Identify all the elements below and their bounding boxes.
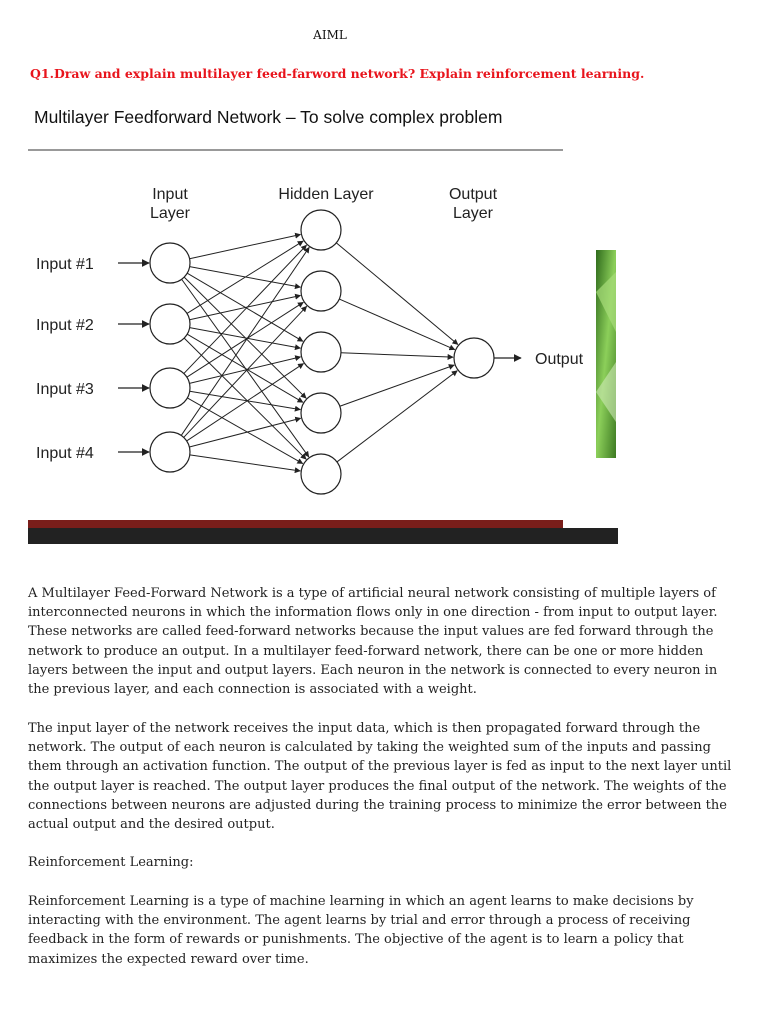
hidden-node-2 xyxy=(301,271,341,311)
connection-input4-hidden4 xyxy=(189,418,300,447)
input-node-2 xyxy=(150,304,190,344)
paragraph-mlff-propagation: The input layer of the network receives the input data, which is then propagated forward through the network. The output of each neuron is calculated by taking the weighted sum of the inputs and passing them through an activation function. The output of the previous layer is fed as input to the next layer until the output layer is reached. The output layer produces the final output of the network. The weights of the connections between neurons are adjusted during the training process to minimize the error between the actual output and the desired output. xyxy=(28,721,732,833)
connection-input3-hidden2 xyxy=(187,302,304,377)
output-layer-label-line2: Layer xyxy=(452,205,494,222)
connection-input3-hidden1 xyxy=(184,245,307,373)
input-layer-label-line1: Input xyxy=(152,186,188,203)
network-figure xyxy=(28,92,618,544)
figure-title: Multilayer Feedforward Network – To solve complex problem xyxy=(34,107,503,127)
input-node-1 xyxy=(150,243,190,283)
connection-hidden3-output xyxy=(341,353,453,357)
output-node xyxy=(454,338,494,378)
hidden-node-3 xyxy=(301,332,341,372)
bottom-bar xyxy=(28,528,618,544)
input-label-4: Input #4 xyxy=(36,445,94,462)
reinforcement-heading: Reinforcement Learning: xyxy=(28,855,194,870)
input-label-3: Input #3 xyxy=(36,381,94,398)
connection-hidden2-output xyxy=(339,299,454,350)
connection-hidden1-output xyxy=(336,243,458,345)
connection-input4-hidden2 xyxy=(184,306,307,437)
connection-input2-hidden1 xyxy=(187,241,303,313)
input-labels xyxy=(36,256,149,462)
connection-input1-hidden1 xyxy=(190,234,301,258)
input-node-3 xyxy=(150,368,190,408)
connection-input3-hidden3 xyxy=(189,357,300,383)
connection-input4-hidden5 xyxy=(190,455,300,471)
hidden-node-5 xyxy=(301,454,341,494)
output-layer-label-line1: Output xyxy=(448,186,498,203)
page-header: AIML xyxy=(313,28,347,42)
input-layer-label-line2: Layer xyxy=(149,205,191,222)
input-label-2: Input #2 xyxy=(36,317,94,334)
question-heading: Q1.Draw and explain multilayer feed-farword network? Explain reinforcement learning. xyxy=(30,66,645,81)
connection-input2-hidden4 xyxy=(187,334,303,402)
paragraph-mlff-intro: A Multilayer Feed-Forward Network is a type of artificial neural network consisting of multiple layers of interconnected neurons in which the information flows only in one direction - from input to output layer. These networks are called feed-forward networks because the input values are fed forward through the network to produce an output. In a multilayer feed-forward network, there can be one or more hidden layers between the input and output layers. Each neuron in the network is connected to every neuron in the previous layer, and each connection is associated with a weight. xyxy=(28,586,718,698)
input-node-4 xyxy=(150,432,190,472)
connection-input3-hidden5 xyxy=(187,398,302,464)
connection-hidden5-output xyxy=(337,371,457,462)
output-label: Output xyxy=(535,351,584,368)
input-label-1: Input #1 xyxy=(36,256,94,273)
connection-input3-hidden4 xyxy=(190,391,301,409)
hidden-node-4 xyxy=(301,393,341,433)
paragraph-reinforcement: Reinforcement Learning is a type of machine learning in which an agent learns to make decisions by interacting with the environment. The agent learns by trial and error through a process of receiving feedback in the form of rewards or punishments. The objective of the agent is to learn a policy that maximizes the expected reward over time. xyxy=(28,894,694,967)
network-nodes xyxy=(150,210,494,494)
hidden-node-1 xyxy=(301,210,341,250)
connection-input2-hidden5 xyxy=(184,338,306,459)
hidden-layer-label: Hidden Layer xyxy=(278,186,374,203)
accent-bar xyxy=(28,520,563,528)
